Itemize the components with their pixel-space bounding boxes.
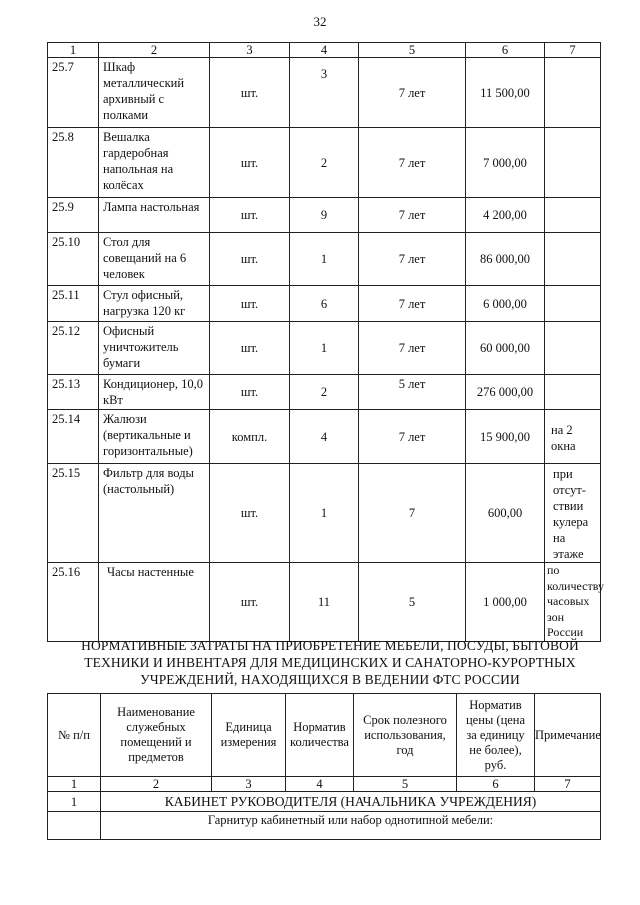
item-term: 5 лет [359,375,466,410]
item-quantity: 2 [290,375,359,410]
header-term: Срок полезного использования, год [354,694,457,777]
item-term: 5 [359,563,466,642]
table-row [48,128,601,198]
item-term: 7 лет [359,128,466,198]
item-quantity: 2 [290,128,359,198]
row-number: 25.15 [48,464,99,563]
item-term: 7 [359,464,466,563]
item-name: Кондиционер, 10,0 кВт [99,375,210,410]
subsection-title: Гарнитур кабинетный или набор однотипной мебели: [101,812,601,840]
column-number: 4 [286,777,354,792]
item-price: 276 000,00 [466,375,545,410]
item-unit: шт. [210,58,290,128]
item-note: на 2 окна [545,410,601,464]
table-row [48,322,601,375]
row-number: 25.7 [48,58,99,128]
header-unit: Единица измерения [212,694,286,777]
row-number: 25.8 [48,128,99,198]
table-row [48,464,601,563]
table-row [48,58,601,128]
item-note: при отсут-ствии кулера на этаже [545,464,601,563]
item-price: 4 200,00 [466,198,545,233]
empty-cell [48,812,101,840]
item-note [545,198,601,233]
item-name: Стул офисный, нагрузка 120 кг [99,286,210,322]
item-note [545,286,601,322]
row-number: 25.13 [48,375,99,410]
table-header-row [48,694,601,777]
table-row [48,375,601,410]
row-number: 25.16 [48,563,99,642]
item-quantity: 6 [290,286,359,322]
item-name: Фильтр для воды (настольный) [99,464,210,563]
item-quantity: 9 [290,198,359,233]
header-quantity: Норматив количества [286,694,354,777]
header-name: Наименование служебных помещений и предметов [101,694,212,777]
item-price: 11 500,00 [466,58,545,128]
table-row [48,563,601,642]
item-name: Вешалка гардеробная напольная на колёсах [99,128,210,198]
column-number: 7 [545,43,601,58]
item-note [545,233,601,286]
item-name: Стол для совещаний на 6 человек [99,233,210,286]
item-quantity: 3 [290,58,359,128]
item-note [545,375,601,410]
column-number: 4 [290,43,359,58]
item-quantity: 11 [290,563,359,642]
item-note [545,322,601,375]
item-price: 86 000,00 [466,233,545,286]
column-numbers-row [48,43,601,58]
item-note [545,128,601,198]
column-number: 7 [535,777,601,792]
column-number: 1 [48,43,99,58]
item-note [545,58,601,128]
header-note: Примечание [535,694,601,777]
item-unit: шт. [210,375,290,410]
item-unit: шт. [210,128,290,198]
item-term: 7 лет [359,58,466,128]
header-price: Норматив цены (цена за единицу не более), руб. [457,694,535,777]
column-number: 5 [354,777,457,792]
section-number: 1 [48,792,101,812]
subsection-row [48,812,601,840]
item-quantity: 1 [290,464,359,563]
column-number: 3 [210,43,290,58]
table-row [48,286,601,322]
column-number: 3 [212,777,286,792]
item-term: 7 лет [359,233,466,286]
item-name: Часы настенные [99,563,210,642]
section-heading: НОРМАТИВНЫЕ ЗАТРАТЫ НА ПРИОБРЕТЕНИЕ МЕБЕЛИ, ПОСУДЫ, БЫТОВОЙ ТЕХНИКИ И ИНВЕНТАРЯ ДЛЯ МЕДИЦИНСКИХ И САНАТОРНО-КУРОРТНЫХ УЧРЕЖДЕНИЙ, НАХОДЯЩИХСЯ В ВЕДЕНИИ ФТС РОССИИ [81,638,579,687]
section-row [48,792,601,812]
item-unit: шт. [210,464,290,563]
column-number: 1 [48,777,101,792]
table-row [48,198,601,233]
item-note: по количеству часовых зон России [545,563,601,642]
item-price: 6 000,00 [466,286,545,322]
row-number: 25.10 [48,233,99,286]
item-quantity: 1 [290,322,359,375]
medical-furniture-table [47,693,601,840]
item-term: 7 лет [359,322,466,375]
table-row [48,410,601,464]
item-name: Офисный уничтожитель бумаги [99,322,210,375]
column-number: 6 [466,43,545,58]
column-number: 2 [99,43,210,58]
item-unit: шт. [210,322,290,375]
item-unit: шт. [210,233,290,286]
item-quantity: 4 [290,410,359,464]
item-term: 7 лет [359,410,466,464]
item-term: 7 лет [359,198,466,233]
column-number: 2 [101,777,212,792]
item-name: Шкаф металлический архивный с полками [99,58,210,128]
item-unit: шт. [210,563,290,642]
item-quantity: 1 [290,233,359,286]
row-number: 25.9 [48,198,99,233]
section-title: КАБИНЕТ РУКОВОДИТЕЛЯ (НАЧАЛЬНИКА УЧРЕЖДЕНИЯ) [101,792,601,812]
header-num: № п/п [48,694,101,777]
item-price: 7 000,00 [466,128,545,198]
item-unit: шт. [210,286,290,322]
item-name: Жалюзи (вертикальные и горизонтальные) [99,410,210,464]
item-unit: шт. [210,198,290,233]
furniture-table-continued [47,42,604,642]
column-number: 6 [457,777,535,792]
item-price: 60 000,00 [466,322,545,375]
item-name: Лампа настольная [99,198,210,233]
row-number: 25.11 [48,286,99,322]
table-row [48,233,601,286]
item-term: 7 лет [359,286,466,322]
page-number: 32 [313,14,327,29]
column-numbers-row [48,777,601,792]
column-number: 5 [359,43,466,58]
item-price: 1 000,00 [466,563,545,642]
item-unit: компл. [210,410,290,464]
item-price: 600,00 [466,464,545,563]
row-number: 25.14 [48,410,99,464]
row-number: 25.12 [48,322,99,375]
item-price: 15 900,00 [466,410,545,464]
